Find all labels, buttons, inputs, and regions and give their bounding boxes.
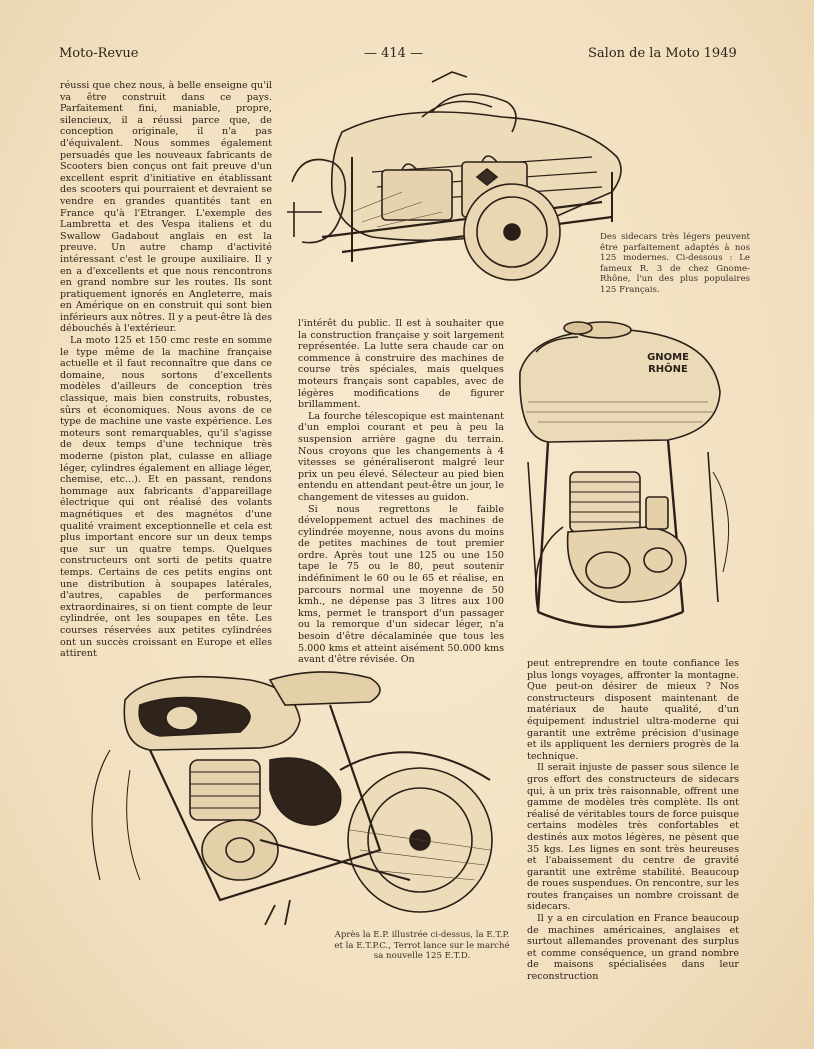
header-left: Moto-Revue [59,46,139,61]
paragraph: La moto 125 et 150 cmc reste en somme le type même de la machine française actuelle et il faut reconnaître que dans ce domaine, nous sortons d'excellents modèles d'ailleurs de conception très classique, mais bien construits, robustes, sûrs et économiques. Nous avons de ce type de machine une vaste expérience. Les moteurs sont remarquables, qu'il s'agisse de deux temps d'une technique très moderne (piston plat, culasse en alliage léger, cylindres également en alliage léger, chemise, etc...). Et en passant, rendons hommage aux fabricants d'appareillage électrique qui ont réalisé des volants magnétiques et des magnétos d'une qualité vraiment exceptionnelle et cela est plus important encore sur un deux temps que sur un quatre temps. Quelques constructeurs ont sorti de petits quatre temps. Certains de ces petits engins ont une distribution à soupapes latérales, d'autres, capables de performances extraordinaires, si on tient compte de leur cylindrée, ont les soupapes en tête. Les courses réservées aux petites cylindrées ont un succès croissant en Europe et elles attirent [60,335,272,660]
tank-brand-logo: GNOME RHÔNE [647,352,689,375]
paragraph: l'intérêt du public. Il est à souhaiter que la construction française y soit largement représentée. La lutte sera chaude car on commence à construire des machines de course très spéciales, mais quelques moteurs français sont capables, avec de légères modifications de figurer brillamment. [298,318,504,411]
header-right: Salon de la Moto 1949 [588,46,737,61]
caption-sidecar: Des sidecars très légers peuvent être parfaitement adaptés à nos 125 modernes. Ci-dessous : Le fameux R. 3 de chez Gnome-Rhône, l'un des plus populaires 125 Français. [600,232,750,295]
gnome-rhone-illustration [508,312,740,660]
paragraph: réussi que chez nous, à belle enseigne qu'il va être construit dans ce pays. Parfaitement fini, maniable, propre, silencieux, il a réussi parce que, de conception originale, il n'a pas d'équivalent. Nous sommes également persuadés que les nouveaux fabricants de Scooters bien conçus ont fait preuve d'un excellent esprit d'initiative en établissant des scooters qui pourraient et devraient se vendre en grandes quantités tant en France qu'à l'Etranger. L'exemple des Lambretta et des Vespa italiens et du Swallow Gadabout anglais en est la preuve. Un autre champ d'activité intéressant c'est le groupe auxiliaire. Il y en a d'excellents et que nous rencontrons en grand nombre sur les routes. Ils sont pratiquement ignorés en Angleterre, mais en Amérique on en construit qui sont bien inférieurs aux nôtres. Il y a peut-être là des débouchés à l'extérieur. [60,80,272,335]
caption-terrot: Après la E.P. illustrée ci-dessus, la E.T.P. et la E.T.P.C., Terrot lance sur le marché sa nouvelle 125 E.T.D. [334,930,510,962]
paragraph: La fourche télescopique est maintenant d'un emploi courant et peu à peu la suspension arrière gagne du terrain. Nous croyons que les changements à 4 vitesses se généraliseront malgré leur prix un peu élevé. Sélecteur au pied bien entendu en attendant peut-être un jour, le changement de vitesses au guidon. [298,410,504,503]
text-column-3 [527,658,739,983]
paragraph: Il serait injuste de passer sous silence le gros effort des constructeurs de sidecars qui, à un prix très raisonnable, offrent une gamme de modèles très complète. Ils ont réalisé de véritables tours de force puisque certains modèles très confortables et destinés aux motos légères, ne pèsent que 35 kgs. Les lignes en sont très heureuses et l'abaissement du centre de gravité garantit une extrême stabilité. Beaucoup de roues suspendues. On rencontre, sur les routes françaises un nombre croissant de sidecars. [527,762,739,913]
paragraph: Il y a en circulation en France beaucoup de machines américaines, anglaises et surtout allemandes provenant des surplus et comme conséquence, un grand nombre de maisons spécialisées dans leur reconstruction [527,913,739,983]
text-column-2 [298,318,504,666]
paragraph: Si nous regrettons le faible développement actuel des machines de cylindrée moyenne, nous avons du moins de petites machines de tout premier ordre. Après tout une 125 ou une 150 tape le 75 ou le 80, peut soutenir indéfiniment le 60 ou le 65 et réalise, en parcours normal une moyenne de 50 kmh., ne dépense pas 3 litres aux 100 kms, permet le transport d'un passager ou la remorque d'un sidecar léger, n'a besoin d'être décalaminée que tous les 5.000 kms et atteint aisément 50.000 kms avant d'être révisée. On [298,503,504,666]
page-number: — 414 — [364,46,424,61]
paragraph: peut entreprendre en toute confiance les plus longs voyages, affronter la montagne. Que peut-on désirer de mieux ? Nos constructeurs disposent maintenant de matériaux de haute qualité, d'un équipement industriel ultra-moderne qui garantit une extrême précision d'usinage et ils appliquent les derniers progrès de la technique. [527,658,739,762]
terrot-illustration [90,650,510,925]
sidecar-illustration [282,62,642,287]
text-column-1 [60,80,272,660]
